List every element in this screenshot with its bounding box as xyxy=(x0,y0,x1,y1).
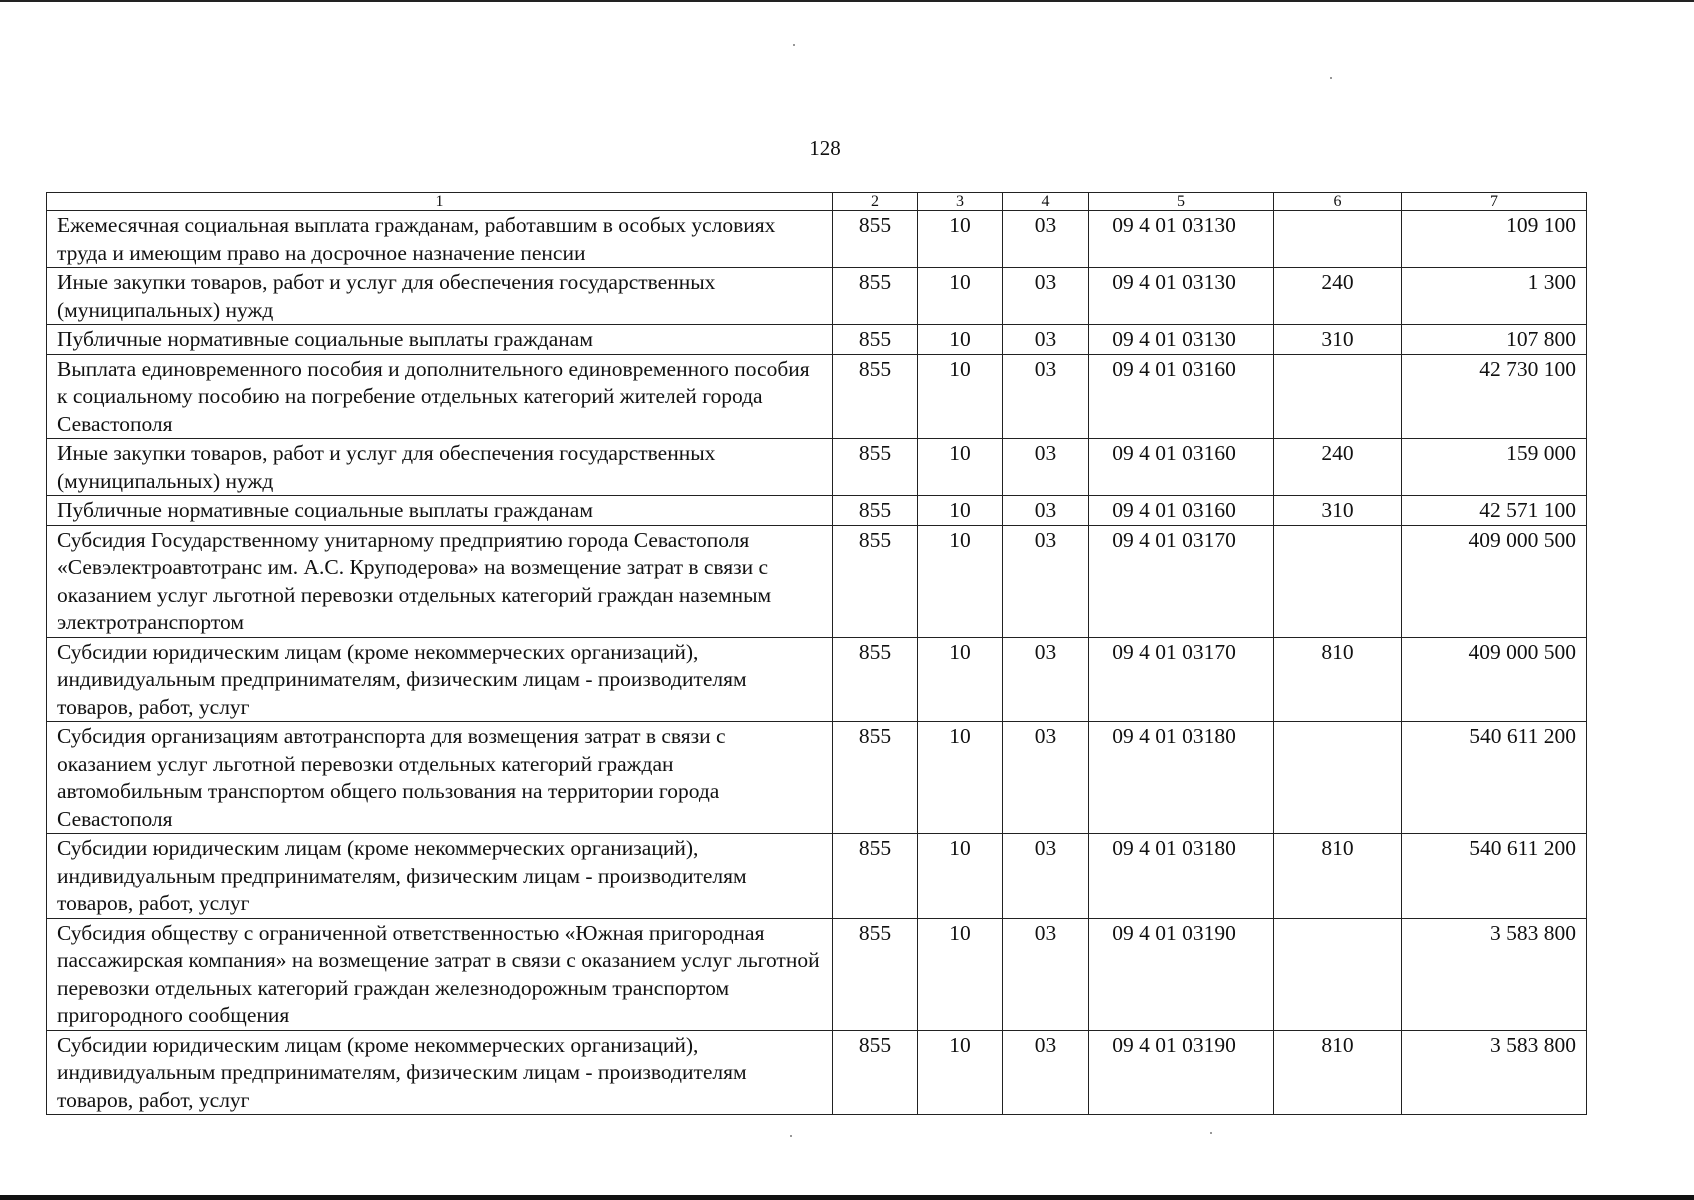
row-col-5-code: 09 4 01 03130 xyxy=(1089,211,1274,268)
row-col-7-sum: 1 300 xyxy=(1402,268,1587,325)
scan-border-bottom xyxy=(0,1195,1694,1200)
scan-speck xyxy=(790,1135,792,1137)
row-col-6 xyxy=(1274,211,1402,268)
row-description: Публичные нормативные социальные выплаты гражданам xyxy=(47,325,833,355)
row-col-7-sum: 540 611 200 xyxy=(1402,834,1587,919)
row-col-4: 03 xyxy=(1003,637,1089,722)
row-col-2: 855 xyxy=(833,325,918,355)
row-col-4: 03 xyxy=(1003,325,1089,355)
row-description: Выплата единовременного пособия и дополнительного единовременного пособия к социальному пособию на погребение отдельных категорий жителей города Севастополя xyxy=(47,354,833,439)
row-col-2: 855 xyxy=(833,834,918,919)
row-col-5-code: 09 4 01 03190 xyxy=(1089,1030,1274,1115)
row-col-2: 855 xyxy=(833,496,918,526)
row-col-4: 03 xyxy=(1003,525,1089,637)
header-col-1: 1 xyxy=(47,193,833,211)
table-row xyxy=(47,354,1587,439)
row-description: Субсидия обществу с ограниченной ответственностью «Южная пригородная пассажирская компания» на возмещение затрат в связи с оказанием услуг льготной перевозки отдельных категорий граждан железнодорожным транспортом пригородного сообщения xyxy=(47,918,833,1030)
row-col-3: 10 xyxy=(918,439,1003,496)
row-col-5-code: 09 4 01 03180 xyxy=(1089,722,1274,834)
table-row xyxy=(47,439,1587,496)
row-description: Субсидия организациям автотранспорта для возмещения затрат в связи с оказанием услуг льготной перевозки отдельных категорий граждан автомобильным транспортом общего пользования на территории города Севастополя xyxy=(47,722,833,834)
table-row xyxy=(47,496,1587,526)
row-col-7-sum: 109 100 xyxy=(1402,211,1587,268)
header-col-6: 6 xyxy=(1274,193,1402,211)
row-col-5-code: 09 4 01 03160 xyxy=(1089,496,1274,526)
table-row xyxy=(47,211,1587,268)
row-col-5-code: 09 4 01 03160 xyxy=(1089,354,1274,439)
table-row xyxy=(47,834,1587,919)
header-row xyxy=(47,193,1587,211)
row-col-4: 03 xyxy=(1003,268,1089,325)
scan-speck xyxy=(793,44,795,46)
header-col-5: 5 xyxy=(1089,193,1274,211)
row-col-3: 10 xyxy=(918,325,1003,355)
row-col-6 xyxy=(1274,525,1402,637)
page-number: 128 xyxy=(809,136,841,160)
table-row xyxy=(47,325,1587,355)
scan-speck xyxy=(1330,77,1332,79)
row-col-4: 03 xyxy=(1003,1030,1089,1115)
row-col-3: 10 xyxy=(918,918,1003,1030)
row-col-2: 855 xyxy=(833,722,918,834)
row-col-3: 10 xyxy=(918,722,1003,834)
header-col-2: 2 xyxy=(833,193,918,211)
row-col-7-sum: 409 000 500 xyxy=(1402,637,1587,722)
row-col-3: 10 xyxy=(918,637,1003,722)
row-col-3: 10 xyxy=(918,268,1003,325)
header-col-7: 7 xyxy=(1402,193,1587,211)
table-row xyxy=(47,1030,1587,1115)
row-col-2: 855 xyxy=(833,525,918,637)
row-col-6: 810 xyxy=(1274,637,1402,722)
header-col-4: 4 xyxy=(1003,193,1089,211)
row-col-6: 810 xyxy=(1274,1030,1402,1115)
table-row xyxy=(47,722,1587,834)
row-col-4: 03 xyxy=(1003,354,1089,439)
row-col-6 xyxy=(1274,918,1402,1030)
row-col-3: 10 xyxy=(918,354,1003,439)
row-col-4: 03 xyxy=(1003,834,1089,919)
row-col-5-code: 09 4 01 03130 xyxy=(1089,325,1274,355)
row-col-7-sum: 107 800 xyxy=(1402,325,1587,355)
row-description: Иные закупки товаров, работ и услуг для обеспечения государственных (муниципальных) нужд xyxy=(47,268,833,325)
row-col-2: 855 xyxy=(833,918,918,1030)
row-description: Иные закупки товаров, работ и услуг для обеспечения государственных (муниципальных) нужд xyxy=(47,439,833,496)
row-col-4: 03 xyxy=(1003,211,1089,268)
row-col-3: 10 xyxy=(918,834,1003,919)
row-col-2: 855 xyxy=(833,637,918,722)
row-col-2: 855 xyxy=(833,439,918,496)
row-description: Субсидии юридическим лицам (кроме некоммерческих организаций), индивидуальным предпринимателям, физическим лицам - производителям товаров, работ, услуг xyxy=(47,637,833,722)
row-col-6 xyxy=(1274,722,1402,834)
row-col-7-sum: 42 571 100 xyxy=(1402,496,1587,526)
row-description: Субсидия Государственному унитарному предприятию города Севастополя «Севэлектроавтотранс им. А.С. Круподерова» на возмещение затрат в связи с оказанием услуг льготной перевозки отдельных категорий граждан наземным электротранспортом xyxy=(47,525,833,637)
row-col-2: 855 xyxy=(833,268,918,325)
table-row xyxy=(47,268,1587,325)
row-col-4: 03 xyxy=(1003,439,1089,496)
row-col-6: 310 xyxy=(1274,496,1402,526)
row-col-6 xyxy=(1274,354,1402,439)
row-description: Публичные нормативные социальные выплаты гражданам xyxy=(47,496,833,526)
row-col-7-sum: 3 583 800 xyxy=(1402,918,1587,1030)
row-col-5-code: 09 4 01 03190 xyxy=(1089,918,1274,1030)
row-col-3: 10 xyxy=(918,211,1003,268)
row-description: Ежемесячная социальная выплата гражданам, работавшим в особых условиях труда и имеющим право на досрочное назначение пенсии xyxy=(47,211,833,268)
table-row xyxy=(47,918,1587,1030)
row-col-7-sum: 42 730 100 xyxy=(1402,354,1587,439)
row-col-4: 03 xyxy=(1003,496,1089,526)
row-col-4: 03 xyxy=(1003,918,1089,1030)
row-col-5-code: 09 4 01 03170 xyxy=(1089,525,1274,637)
row-col-7-sum: 3 583 800 xyxy=(1402,1030,1587,1115)
row-col-5-code: 09 4 01 03170 xyxy=(1089,637,1274,722)
scan-border-top xyxy=(0,0,1694,2)
row-description: Субсидии юридическим лицам (кроме некоммерческих организаций), индивидуальным предпринимателям, физическим лицам - производителям товаров, работ, услуг xyxy=(47,1030,833,1115)
row-col-5-code: 09 4 01 03180 xyxy=(1089,834,1274,919)
row-description: Субсидии юридическим лицам (кроме некоммерческих организаций), индивидуальным предпринимателям, физическим лицам - производителям товаров, работ, услуг xyxy=(47,834,833,919)
row-col-7-sum: 540 611 200 xyxy=(1402,722,1587,834)
row-col-6: 240 xyxy=(1274,439,1402,496)
row-col-4: 03 xyxy=(1003,722,1089,834)
table-row xyxy=(47,637,1587,722)
row-col-6: 810 xyxy=(1274,834,1402,919)
budget-table xyxy=(46,192,1587,1115)
row-col-5-code: 09 4 01 03130 xyxy=(1089,268,1274,325)
row-col-3: 10 xyxy=(918,1030,1003,1115)
table-body xyxy=(47,211,1587,1115)
row-col-2: 855 xyxy=(833,211,918,268)
table-row xyxy=(47,525,1587,637)
row-col-3: 10 xyxy=(918,525,1003,637)
scan-speck xyxy=(1210,1132,1212,1134)
row-col-6: 240 xyxy=(1274,268,1402,325)
row-col-6: 310 xyxy=(1274,325,1402,355)
row-col-3: 10 xyxy=(918,496,1003,526)
row-col-7-sum: 409 000 500 xyxy=(1402,525,1587,637)
row-col-7-sum: 159 000 xyxy=(1402,439,1587,496)
header-col-3: 3 xyxy=(918,193,1003,211)
row-col-5-code: 09 4 01 03160 xyxy=(1089,439,1274,496)
row-col-2: 855 xyxy=(833,354,918,439)
row-col-2: 855 xyxy=(833,1030,918,1115)
